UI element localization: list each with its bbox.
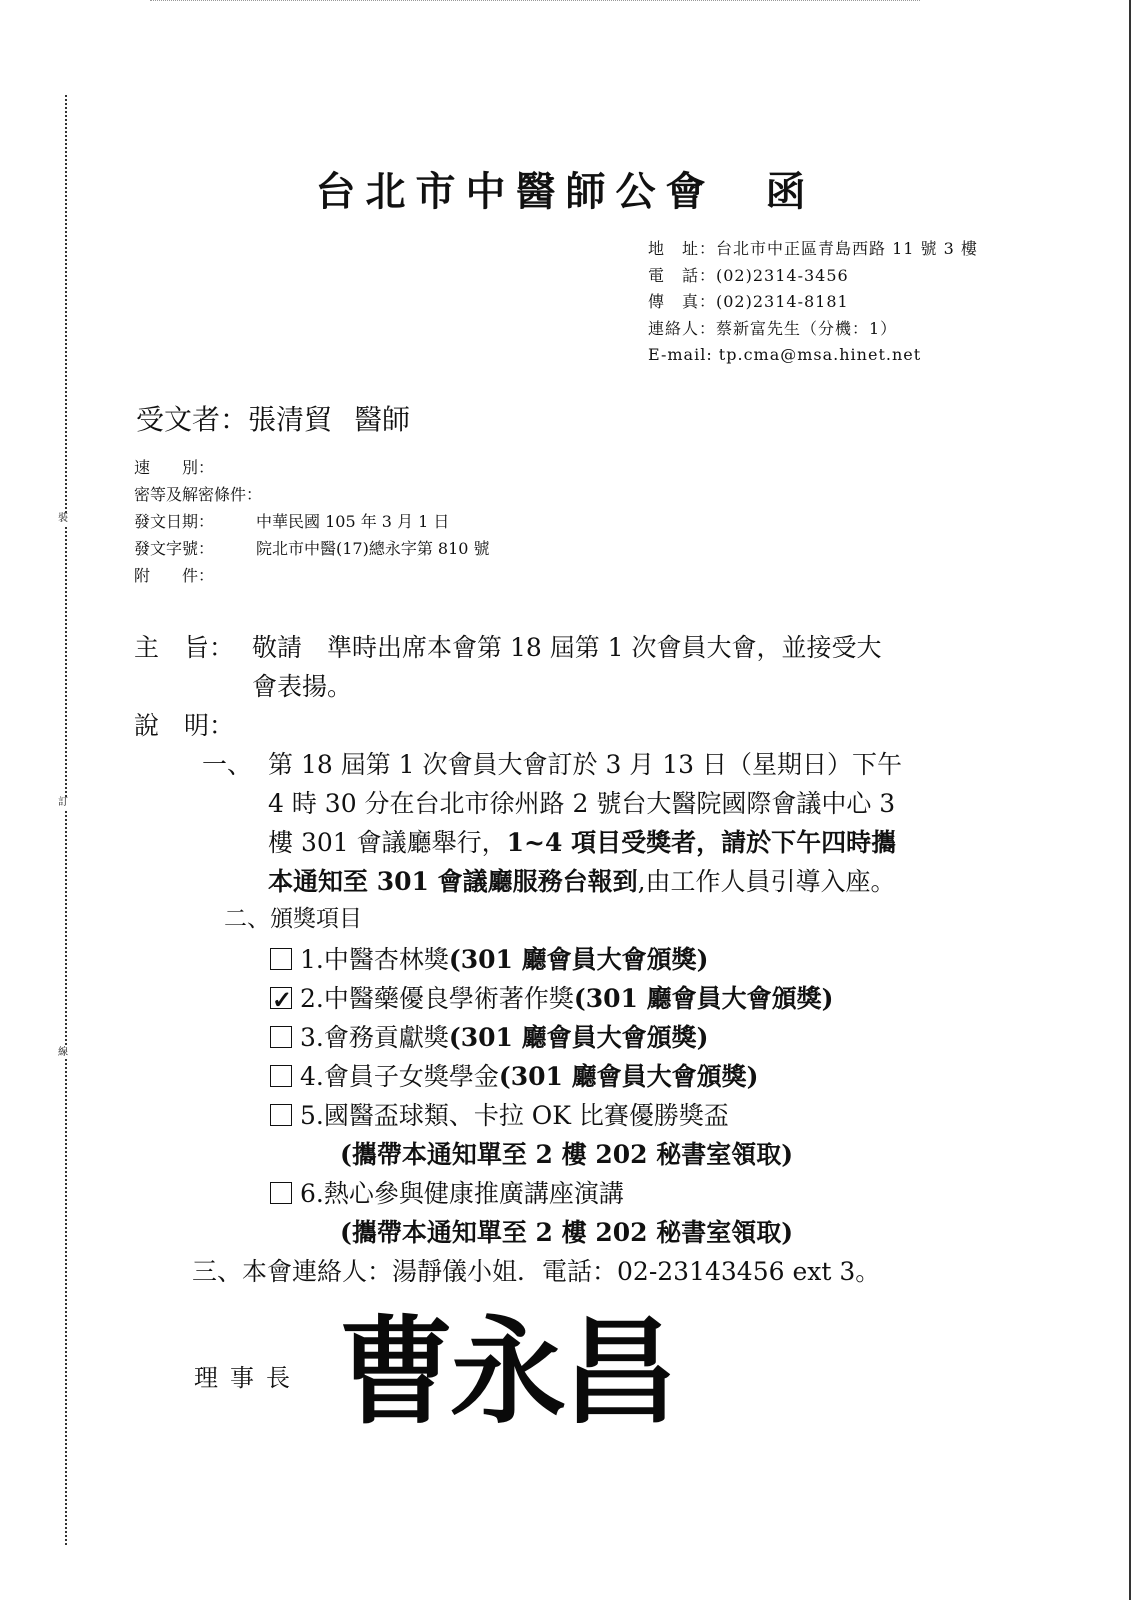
item1-line-4-a: 本通知至 301 會議廳服務台報到 [268,867,638,896]
signature-seal-image [338,1300,688,1440]
meta-row [134,562,490,589]
award-item [270,1174,624,1213]
award-text: 6.熱心參與健康推廣講座演講 [300,1179,624,1208]
recipient-label: 受文者： [136,403,249,436]
contact-fax: 傳 真：(02)2314-8181 [648,292,849,311]
award-item [270,1057,758,1096]
contact-address: 地 址：台北市中正區青島西路 11 號 3 樓 [648,239,978,258]
meta-value: 院北市中醫(17)總永字第 810 號 [256,539,490,558]
checkbox[interactable] [270,1104,292,1126]
subject-line-2: 會表揚。 [252,672,353,701]
meta-label: 發文字號： [134,539,215,558]
binding-dotted-line [65,95,67,1545]
checkbox[interactable] [270,1026,292,1048]
item1-line-1: 第 18 屆第 1 次會員大會訂於 3 月 13 日（星期日）下午 [268,750,903,779]
item2-heading: 二、頒獎項目 [224,906,362,932]
award-note-line [340,1135,793,1174]
checkbox[interactable] [270,948,292,970]
award-note-line [340,1213,793,1252]
scan-edge-top [150,0,920,2]
checkbox-checked[interactable] [270,987,292,1009]
binding-line [58,95,68,1545]
meta-value: 中華民國 105 年 3 月 1 日 [256,512,450,531]
recipient [136,398,410,438]
award-text: 4.會員子女獎學金 [300,1062,499,1091]
recipient-title: 醫師 [354,403,411,436]
meta-row [134,481,490,508]
item3-contact: 三、本會連絡人：湯靜儀小姐．電話：02-23143456 ext 3。 [192,1257,881,1286]
checkbox[interactable] [270,1182,292,1204]
award-text: 3.會務貢獻獎 [300,1023,449,1052]
svg-text:曹永昌: 曹永昌 [338,1304,674,1440]
item1-line-3-a: 樓 301 會議廳舉行， [268,828,507,857]
meta-row [134,535,490,562]
item1-line-3 [268,823,896,862]
award-text: 1.中醫杏林獎 [300,945,449,974]
contact-phone: 電 話：(02)2314-3456 [648,265,849,285]
award-text: 5.國醫盃球類、卡拉 OK 比賽優勝獎盃 [300,1101,729,1130]
award-note: (301 廳會員大會頒獎) [448,945,709,974]
meta-label: 速 別： [134,458,215,477]
subject-label: 主 旨： [134,633,235,662]
recipient-name: 張清貿 [248,403,333,436]
award-item [270,1096,729,1135]
meta-label: 密等及解密條件： [134,485,263,504]
meta-label: 附 件： [134,566,215,585]
item1-line-4 [268,862,896,901]
contact-block [648,236,978,369]
meta-row [134,454,490,481]
checkbox[interactable] [270,1065,292,1087]
meta-label: 發文日期： [134,512,215,531]
award-note: (301 廳會員大會頒獎) [448,1023,709,1052]
item1-line-4-b: ,由工作人員引導入座。 [637,867,896,896]
award-note: (301 廳會員大會頒獎) [498,1062,759,1091]
contact-email: E-mail: tp.cma@msa.hinet.net [648,345,922,364]
item1-line-2: 4 時 30 分在台北市徐州路 2 號台大醫院國際會議中心 3 [268,789,896,818]
award-item [270,979,833,1018]
explanation-label: 說 明： [134,711,235,740]
award-note: (301 廳會員大會頒獎) [573,984,834,1013]
item1-number: 一、 [202,750,253,779]
letter-title: 台北市中醫師公會 函 [315,168,816,215]
document-meta [134,454,490,589]
signature-title: 理事長 [194,1364,302,1392]
award-item [270,1018,708,1057]
award-note: (攜帶本通知單至 2 樓 202 秘書室領取) [340,1140,794,1169]
meta-row [134,508,490,535]
subject-line-1: 敬請 準時出席本會第 18 屆第 1 次會員大會，並接受大 [252,633,882,662]
binding-mark: 線 [58,1047,68,1058]
award-text: 2.中醫藥優良學術著作獎 [300,984,574,1013]
item1-line-3-b: 1~4 項目受獎者，請於下午四時攜 [506,828,897,857]
binding-mark: 訂 [58,797,68,808]
award-item [270,940,708,979]
binding-mark: 裝 [58,513,68,524]
contact-person: 連絡人：蔡新富先生（分機：1） [648,318,898,338]
award-note: (攜帶本通知單至 2 樓 202 秘書室領取) [340,1218,794,1247]
